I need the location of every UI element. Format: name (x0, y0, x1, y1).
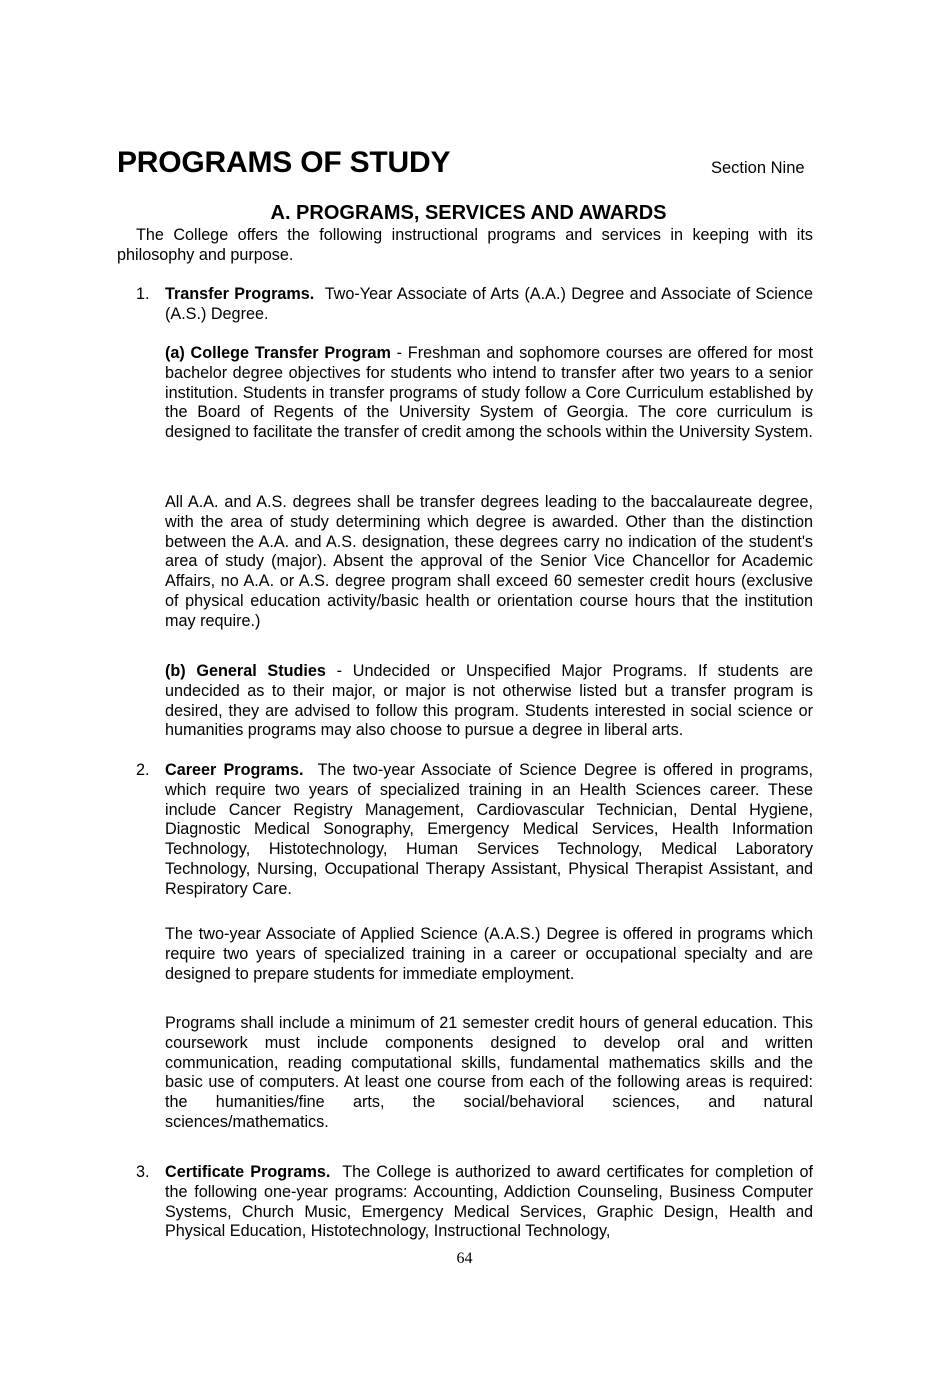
college-transfer-label: (a) College Transfer Program (165, 344, 391, 362)
general-studies-label: (b) General Studies (165, 662, 326, 680)
general-studies-paragraph (165, 662, 813, 741)
general-studies-text: - Undecided or Unspecified Major Programs. If students are undecided as to their major, or major is not otherwise listed but a transfer program is desired, they are advised to follow this program. Students interested in social science or humanities programs may also choose to pursue a degree in liberal arts. (165, 662, 814, 740)
college-transfer-text: - Freshman and sophomore courses are offered for most bachelor degree objectives for students who intend to transfer after two years to a senior institution. Students in transfer programs of study follow a Core Curriculum established by the Board of Regents of the University System of Georgia. The core curriculum is designed to facilitate the transfer of credit among the schools within the University System. (165, 344, 813, 442)
transfer-programs-label: Transfer Programs. (165, 285, 315, 303)
transfer-degrees-paragraph: All A.A. and A.S. degrees shall be transfer degrees leading to the baccalaureate degree, with the area of study determining which degree is awarded. Other than the distinction between the A.A. and A.S. designation, these degrees carry no indication of the student's area of study (major). Absent the approval of the Senior Vice Chancellor for Academic Affairs, no A.A. or A.S. degree program shall exceed 60 semester credit hours (exclusive of physical education activity/basic health or orientation course hours that the institution may require.) (165, 493, 813, 630)
certificate-programs-label: Certificate Programs. (165, 1163, 331, 1181)
aas-degree-paragraph: The two-year Associate of Applied Science (A.A.S.) Degree is offered in programs which require two years of specialized training in a career or occupational specialty and are designed to prepare students for immediate employment. (165, 925, 813, 983)
section-label: Section Nine (711, 159, 805, 177)
general-education-paragraph: Programs shall include a minimum of 21 semester credit hours of general education. This coursework must include components designed to develop oral and written communication, reading computational skills, fundamental mathematics skills and the basic use of computers. At least one course from each of the following areas is required: the humanities/fine arts, the social/behavioral sciences, and natural sciences/mathematics. (165, 1014, 813, 1131)
career-programs-label: Career Programs. (165, 761, 304, 779)
transfer-programs-text: Two-Year Associate of Arts (A.A.) Degree and Associate of Science (A.S.) Degree. (165, 285, 814, 323)
page-title: PROGRAMS OF STUDY (117, 146, 451, 179)
certificate-programs-paragraph (165, 1163, 813, 1242)
career-programs-paragraph (165, 761, 813, 900)
career-programs-text: The two-year Associate of Science Degree is offered in programs, which require two years of specialized training in an Health Sciences career. These include Cancer Registry Management, Cardiovascular Technician, Dental Hygiene, Diagnostic Medical Sonography, Emergency Medical Services, Health Information Technology, Histotechnology, Human Services Technology, Medical Laboratory Technology, Nursing, Occupational Therapy Assistant, Physical Therapist Assistant, and Respiratory Care. (165, 761, 813, 898)
intro-paragraph: The College offers the following instructional programs and services in keeping with its philosophy and purpose. (117, 226, 813, 264)
list-number-1: 1. (136, 285, 150, 303)
transfer-programs-paragraph (165, 285, 813, 325)
college-transfer-paragraph (165, 344, 813, 443)
section-heading: A. PROGRAMS, SERVICES AND AWARDS (270, 202, 667, 224)
certificate-programs-text: The College is authorized to award certificates for completion of the following one-year programs: Accounting, Addiction Counseling, Business Computer Systems, Church Music, Emergency Medical Services, Graphic Design, Health and Physical Education, Histotechnology, Instructional Technology, (165, 1163, 814, 1241)
list-number-3: 3. (136, 1163, 150, 1181)
list-number-2: 2. (136, 761, 150, 779)
page-number: 64 (456, 1250, 473, 1267)
